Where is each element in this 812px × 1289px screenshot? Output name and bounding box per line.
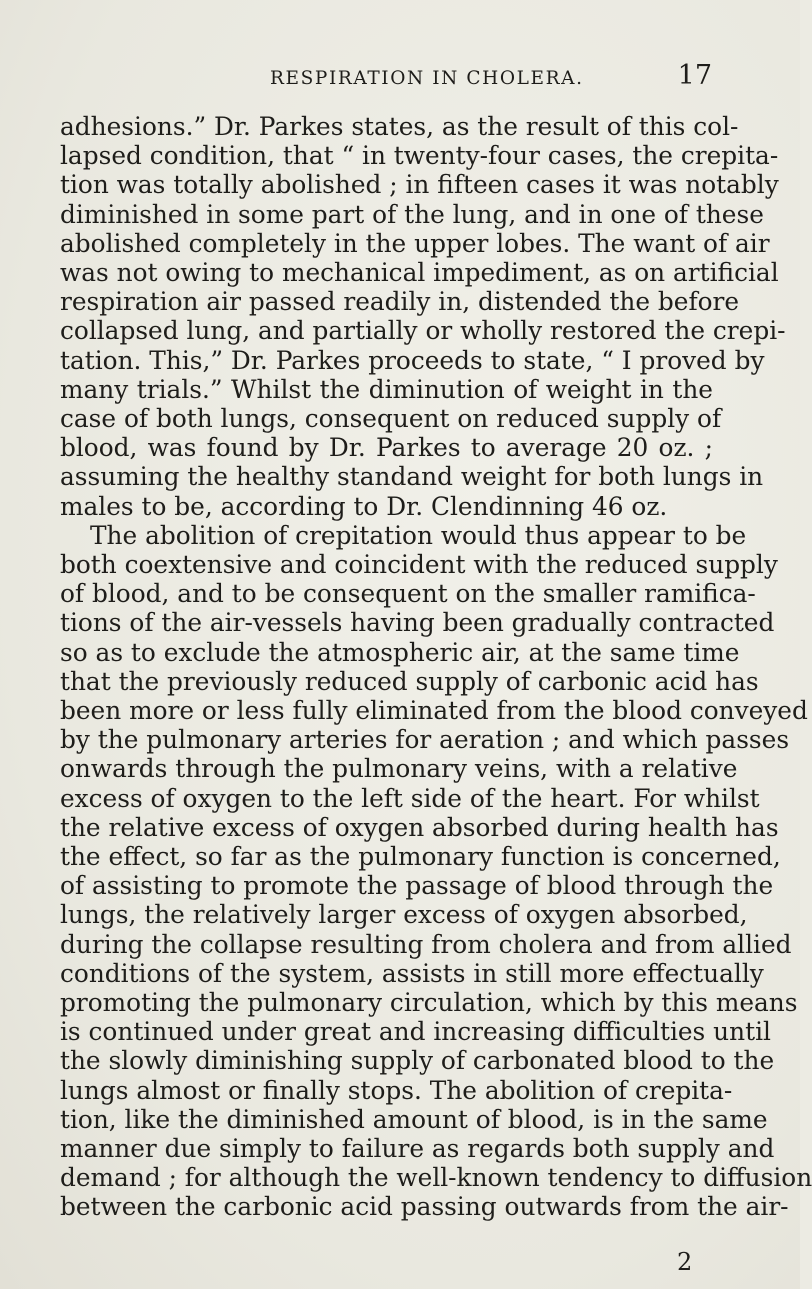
text-line-27: of assisting to promote the passage of blood through the	[60, 871, 774, 901]
text-line-17: of blood, and to be consequent on the smaller ramifica-	[60, 579, 756, 609]
text-line-9: tation. This,” Dr. Parkes proceeds to state, “ I proved by	[60, 345, 765, 375]
text-line-8: collapsed lung, and partially or wholly restored the crepi-	[60, 316, 786, 346]
text-line-37: demand ; for although the well-known tendency to diffusion	[60, 1163, 812, 1193]
text-line-7: respiration air passed readily in, distended the before	[60, 287, 740, 317]
text-line-20: that the previously reduced supply of carbonic acid has	[60, 666, 759, 696]
text-line-24: excess of oxygen to the left side of the heart. For whilst	[60, 783, 760, 813]
text-line-13: assuming the healthy standand weight for both lungs in	[60, 462, 764, 492]
text-line-22: by the pulmonary arteries for aeration ; and which passes	[60, 725, 790, 755]
text-line-11: case of both lungs, consequent on reduced supply of	[60, 404, 722, 433]
text-line-31: promoting the pulmonary circulation, which by this means	[60, 988, 798, 1017]
text-line-29: during the collapse resulting from cholera and from allied	[60, 929, 792, 959]
text-line-34: lungs almost or finally stops. The abolition of crepita-	[60, 1075, 733, 1105]
running-title: RESPIRATION IN CHOLERA.	[270, 68, 584, 89]
text-line-35: tion, like the diminished amount of blood, is in the same	[60, 1104, 768, 1134]
text-line-15: The abolition of crepitation would thus appear to be	[90, 520, 747, 550]
text-line-16: both coextensive and coincident with the reduced supply	[60, 550, 778, 579]
text-line-19: so as to exclude the atmospheric air, at the same time	[60, 637, 740, 667]
text-line-10: many trials.” Whilst the diminution of weight in the	[60, 374, 713, 404]
text-line-36: manner due simply to failure as regards both supply and	[60, 1134, 775, 1163]
text-line-28: lungs, the relatively larger excess of oxygen absorbed,	[60, 900, 748, 930]
text-line-6: was not owing to mechanical impediment, as on artificial	[60, 258, 779, 287]
text-line-2: lapsed condition, that “ in twenty-four cases, the crepita-	[60, 141, 779, 171]
text-line-32: is continued under great and increasing difficulties until	[60, 1017, 771, 1047]
running-header	[0, 60, 800, 94]
text-line-3: tion was totally abolished ; in fifteen cases it was notably	[60, 170, 779, 200]
text-line-23: onwards through the pulmonary veins, with a relative	[60, 754, 738, 784]
text-line-18: tions of the air-vessels having been gradually contracted	[60, 608, 775, 638]
page-number: 17	[677, 60, 712, 91]
text-line-30: conditions of the system, assists in still more effectually	[60, 958, 764, 988]
text-line-4: diminished in some part of the lung, and in one of these	[60, 199, 764, 229]
text-line-26: the effect, so far as the pulmonary function is concerned,	[60, 842, 781, 871]
text-line-5: abolished completely in the upper lobes. The want of air	[60, 228, 770, 258]
text-line-14: males to be, according to Dr. Clendinning 46 oz.	[60, 491, 668, 521]
text-line-25: the relative excess of oxygen absorbed during health has	[60, 812, 779, 842]
text-line-21: been more or less fully eliminated from the blood conveyed	[60, 696, 808, 725]
text-line-1: adhesions.” Dr. Parkes states, as the result of this col-	[60, 112, 739, 141]
signature-mark: 2	[677, 1248, 693, 1276]
text-line-38: between the carbonic acid passing outwards from the air-	[60, 1192, 789, 1222]
text-line-33: the slowly diminishing supply of carbonated blood to the	[60, 1046, 775, 1076]
text-line-12: blood, was found by Dr. Parkes to average 20 oz. ;	[60, 433, 713, 463]
